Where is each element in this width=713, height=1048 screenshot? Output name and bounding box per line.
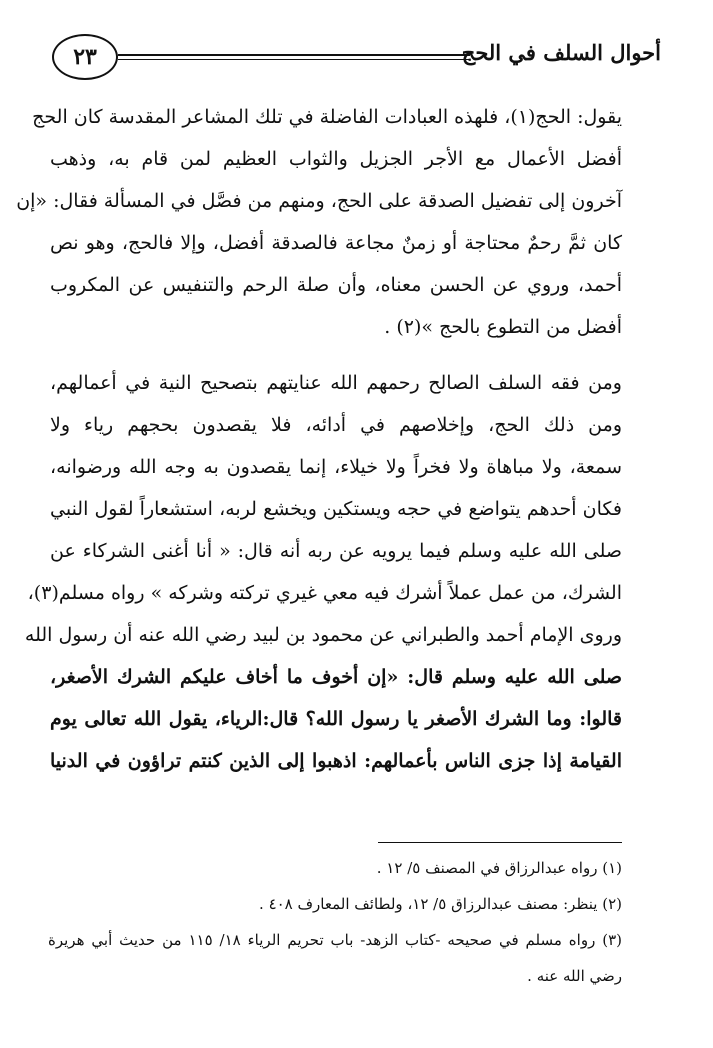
text-line: ومن فقه السلف الصالح رحمهم الله عنايتهم بتصحيح النية في أعمالهم، xyxy=(50,372,622,394)
footnotes xyxy=(48,850,622,994)
header-rule-thin xyxy=(118,59,470,60)
footnote-3: (٣) رواه مسلم في صحيحه -كتاب الزهد- باب تحريم الرياء ١٨/ ١١٥ من حديث أبي هريرة xyxy=(48,931,622,949)
text-line: ومن ذلك الحج، وإخلاصهم في أدائه، فلا يقصدون بحجهم رياء ولا xyxy=(50,414,622,436)
footnote-1: (١) رواه عبدالرزاق في المصنف ٥/ ١٢ . xyxy=(376,859,622,877)
text-line: سمعة، ولا مباهاة ولا فخراً ولا خيلاء، إنما يقصدون به وجه الله ورضوانه، xyxy=(50,456,622,478)
text-line: صلى الله عليه وسلم قال: «إن أخوف ما أخاف عليكم الشرك الأصغر، xyxy=(50,666,622,688)
text-line: الشرك، من عمل عملاً أشرك فيه معي غيري تركته وشركه » رواه مسلم(٣)، xyxy=(27,582,622,604)
text-line: قالوا: وما الشرك الأصغر يا رسول الله؟ قال:الرياء، يقول الله تعالى يوم xyxy=(50,708,622,730)
text-line: آخرون إلى تفضيل الصدقة على الحج، ومنهم من فصَّل في المسألة فقال: «إن xyxy=(16,190,622,212)
text-line: فكان أحدهم يتواضع في حجه ويستكين ويخشع لربه، استشعاراً لقول النبي xyxy=(50,498,622,520)
page-number-oval xyxy=(52,34,118,80)
text-line: وروى الإمام أحمد والطبراني عن محمود بن لبيد رضي الله عنه أن رسول الله xyxy=(24,624,622,646)
text-line: أحمد، وروي عن الحسن معناه، وأن صلة الرحم والتنفيس عن المكروب xyxy=(50,274,622,296)
text-line: صلى الله عليه وسلم فيما يرويه عن ربه أنه قال: « أنا أغنى الشركاء عن xyxy=(50,540,622,562)
footnote-3-continuation: رضي الله عنه . xyxy=(527,967,622,985)
text-line: أفضل من التطوع بالحج »(٢) . xyxy=(384,316,622,338)
running-title: أحوال السلف في الحج xyxy=(461,40,661,65)
text-line: أفضل الأعمال مع الأجر الجزيل والثواب العظيم لمن قام به، وذهب xyxy=(50,148,622,170)
text-line: كان ثمَّ رحمٌ محتاجة أو زمنٌ مجاعة فالصدقة أفضل، وإلا فالحج، وهو نص xyxy=(50,232,622,254)
footnote-2: (٢) ينظر: مصنف عبدالرزاق ٥/ ١٢، ولطائف المعارف ٤٠٨ . xyxy=(259,895,622,913)
text-line: يقول: الحج(١)، فلهذه العبادات الفاضلة في تلك المشاعر المقدسة كان الحج xyxy=(32,106,622,128)
text-line: القيامة إذا جزى الناس بأعمالهم: اذهبوا إلى الذين كنتم تراؤون في الدنيا xyxy=(50,750,622,772)
paragraph-gap xyxy=(50,348,622,362)
header-rule xyxy=(118,54,470,56)
page-number: ٢٣ xyxy=(73,44,97,70)
footnote-rule xyxy=(378,842,622,843)
main-text xyxy=(16,96,622,782)
